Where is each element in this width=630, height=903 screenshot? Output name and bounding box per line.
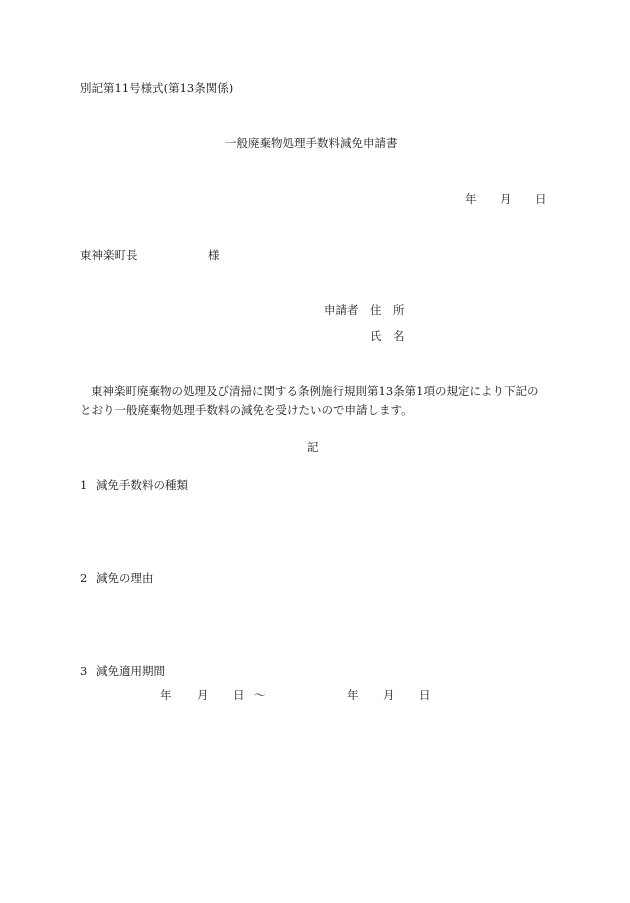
- period-end-year: 年: [347, 688, 359, 702]
- applicant-name-label: 氏 名: [370, 329, 405, 343]
- body-line-1: 東神楽町廃棄物の処理及び清掃に関する条例施行規則第13条第1項の規定により下記の: [91, 384, 539, 398]
- date-month: 月: [500, 192, 512, 206]
- period-start-year: 年: [160, 688, 172, 702]
- ki-heading: 記: [307, 440, 319, 454]
- period-separator: 〜: [254, 688, 266, 702]
- item-3-number: 3: [80, 664, 88, 678]
- form-number: 別記第11号様式(第13条関係): [80, 81, 234, 95]
- body-line-2: とおり一般廃棄物処理手数料の減免を受けたいので申請します。: [80, 403, 413, 417]
- period-end-day: 日: [419, 688, 431, 702]
- period-end-month: 月: [383, 688, 395, 702]
- item-2-number: 2: [80, 571, 88, 585]
- date-year: 年: [465, 192, 477, 206]
- document-title: 一般廃棄物処理手数料減免申請書: [225, 136, 398, 150]
- item-3-label: 減免適用期間: [96, 664, 165, 678]
- period-start-month: 月: [197, 688, 209, 702]
- item-2-label: 減免の理由: [96, 571, 154, 585]
- item-1-label: 減免手数料の種類: [96, 478, 188, 492]
- date-day: 日: [535, 192, 547, 206]
- period-start-day: 日: [233, 688, 245, 702]
- item-1-number: 1: [80, 478, 88, 492]
- applicant-label: 申請者: [324, 303, 359, 317]
- addressee-name: 東神楽町長: [80, 248, 138, 262]
- addressee-honorific: 様: [208, 248, 220, 262]
- applicant-address-label: 住 所: [370, 303, 405, 317]
